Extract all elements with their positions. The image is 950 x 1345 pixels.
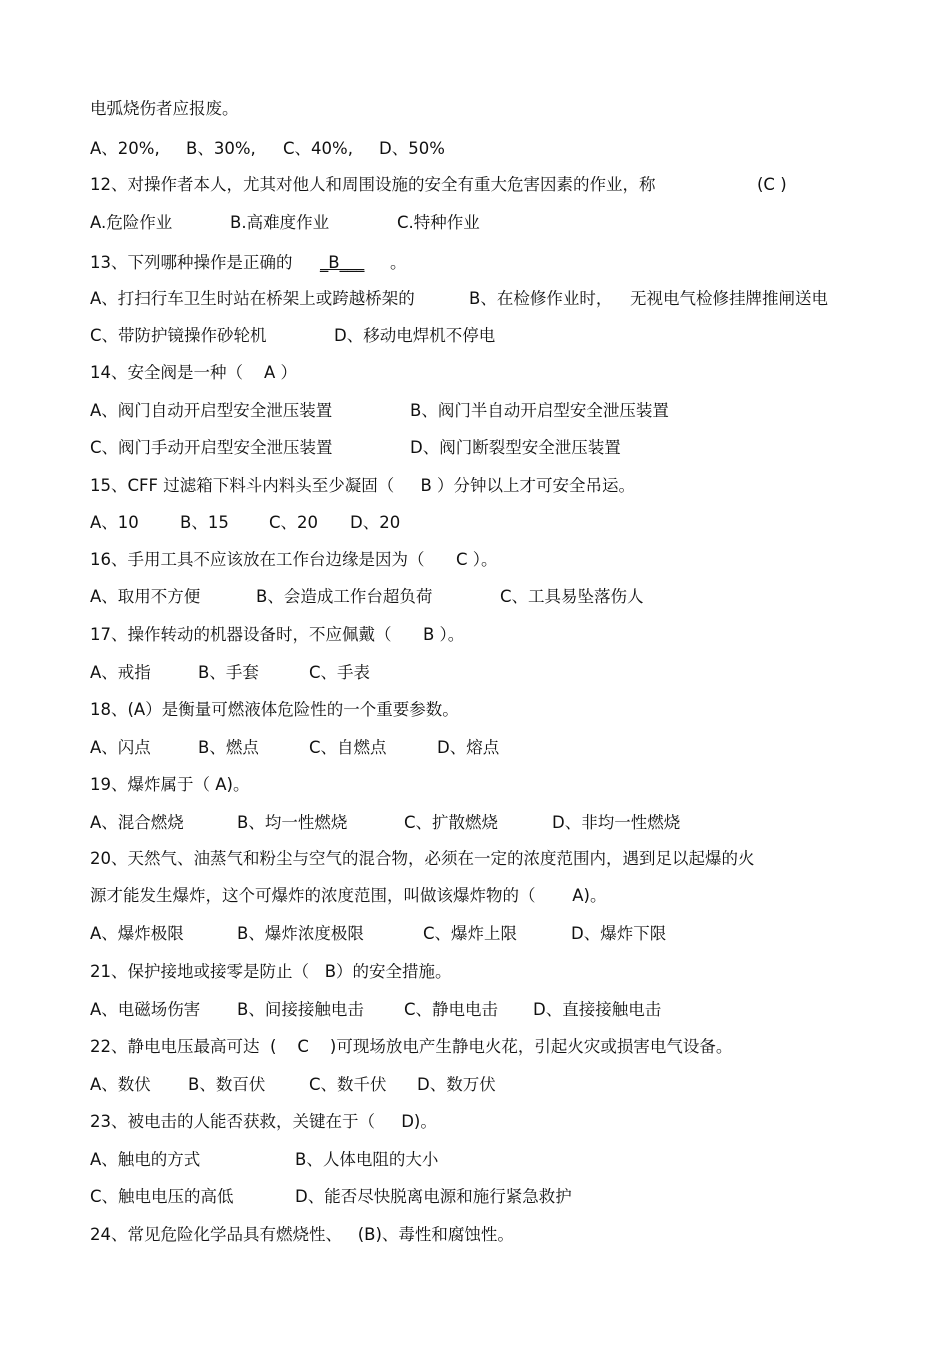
option-b: B、在检修作业时， [469,289,613,308]
option-a: A、爆炸极限 [90,924,184,943]
option-c: C、静电电击 [404,1000,499,1019]
question-21: 21、保护接地或接零是防止（ B）的安全措施。 [90,962,452,981]
option-c: C、触电电压的高低 [90,1187,234,1206]
question-text: 12、对操作者本人，尤其对他人和周围设施的安全有重大危害因素的作业，称 [90,175,656,194]
option-d: D、直接接触电击 [533,1000,662,1019]
option-a: A、数伏 [90,1075,151,1094]
option-c: C、自燃点 [309,738,387,757]
option-c: C、爆炸上限 [423,924,518,943]
option-d: D、移动电焊机不停电 [334,326,496,345]
question-text: 13、下列哪种操作是正确的 [90,253,293,272]
question-24: 24、常见危险化学品具有燃烧性、 (B)、毒性和腐蚀性。 [90,1225,514,1244]
question-20: 20、天然气、油蒸气和粉尘与空气的混合物，必须在一定的浓度范围内，遇到足以起爆的火 [90,849,755,868]
option-d: D、50% [379,139,445,158]
option-a: A、混合燃烧 [90,813,184,832]
option-d: D、非均一性燃烧 [552,813,681,832]
option-c: C、工具易坠落伤人 [500,587,644,606]
option-b: B、人体电阻的大小 [295,1150,439,1169]
option-a: A、电磁场伤害 [90,1000,201,1019]
question-18: 18、(A）是衡量可燃液体危险性的一个重要参数。 [90,700,459,719]
option-b: B、会造成工作台超负荷 [256,587,433,606]
option-b: B、15 [180,513,229,532]
option-c: C、带防护镜操作砂轮机 [90,326,267,345]
option-a: A、打扫行车卫生时站在桥架上或跨越桥架的 [90,289,415,308]
punctuation: 。 [390,253,407,272]
option-a: A、闪点 [90,738,151,757]
option-b: B、手套 [198,663,259,682]
option-b: B、数百伏 [188,1075,266,1094]
option-d: D、数万伏 [417,1075,496,1094]
option-b: B、均一性燃烧 [237,813,348,832]
question-15: 15、CFF 过滤箱下料斗内料头至少凝固（ B ）分钟以上才可安全吊运。 [90,476,636,495]
question-23: 23、被电击的人能否获救，关键在于（ D)。 [90,1112,437,1131]
option-d: D、能否尽快脱离电源和施行紧急救护 [295,1187,572,1206]
option-b: B、爆炸浓度极限 [237,924,364,943]
question-22: 22、静电电压最高可达 ( C )可现场放电产生静电火花，引起火灾或损害电气设备。 [90,1037,733,1056]
question-16: 16、手用工具不应该放在工作台边缘是因为（ C ）。 [90,550,498,569]
option-c: C、40%, [283,139,353,158]
option-c: C、20 [269,513,319,532]
option-b: B、燃点 [198,738,259,757]
option-b: B、阀门半自动开启型安全泄压装置 [410,401,669,420]
option-b: B、30%, [186,139,256,158]
option-c: C、手表 [309,663,371,682]
answer-mark: (C ) [757,175,787,194]
option-a: A、戒指 [90,663,151,682]
option-b-cont: 无视电气检修挂牌推闸送电 [630,289,828,308]
option-c: C、扩散燃烧 [404,813,499,832]
option-a: A、10 [90,513,139,532]
question-14: 14、安全阀是一种（ A ） [90,363,298,382]
question-19: 19、爆炸属于（ A)。 [90,775,250,794]
option-a: A、阀门自动开启型安全泄压装置 [90,401,333,420]
option-a: A.危险作业 [90,213,173,232]
option-c: C、阀门手动开启型安全泄压装置 [90,438,333,457]
text-line: 电弧烧伤者应报废。 [90,99,239,118]
option-d: D、熔点 [437,738,500,757]
option-b: B、间接接触电击 [237,1000,364,1019]
option-a: A、取用不方便 [90,587,201,606]
answer-blank: _B___ [320,253,365,272]
option-b: B.高难度作业 [230,213,330,232]
question-20-cont: 源才能发生爆炸，这个可爆炸的浓度范围，叫做该爆炸物的（ A)。 [90,886,607,905]
option-a: A、20%, [90,139,160,158]
option-c: C、数千伏 [309,1075,387,1094]
option-c: C.特种作业 [397,213,480,232]
option-d: D、阀门断裂型安全泄压装置 [410,438,621,457]
option-d: D、20 [350,513,401,532]
option-d: D、爆炸下限 [571,924,667,943]
option-a: A、触电的方式 [90,1150,201,1169]
question-17: 17、操作转动的机器设备时，不应佩戴（ B ）。 [90,625,465,644]
